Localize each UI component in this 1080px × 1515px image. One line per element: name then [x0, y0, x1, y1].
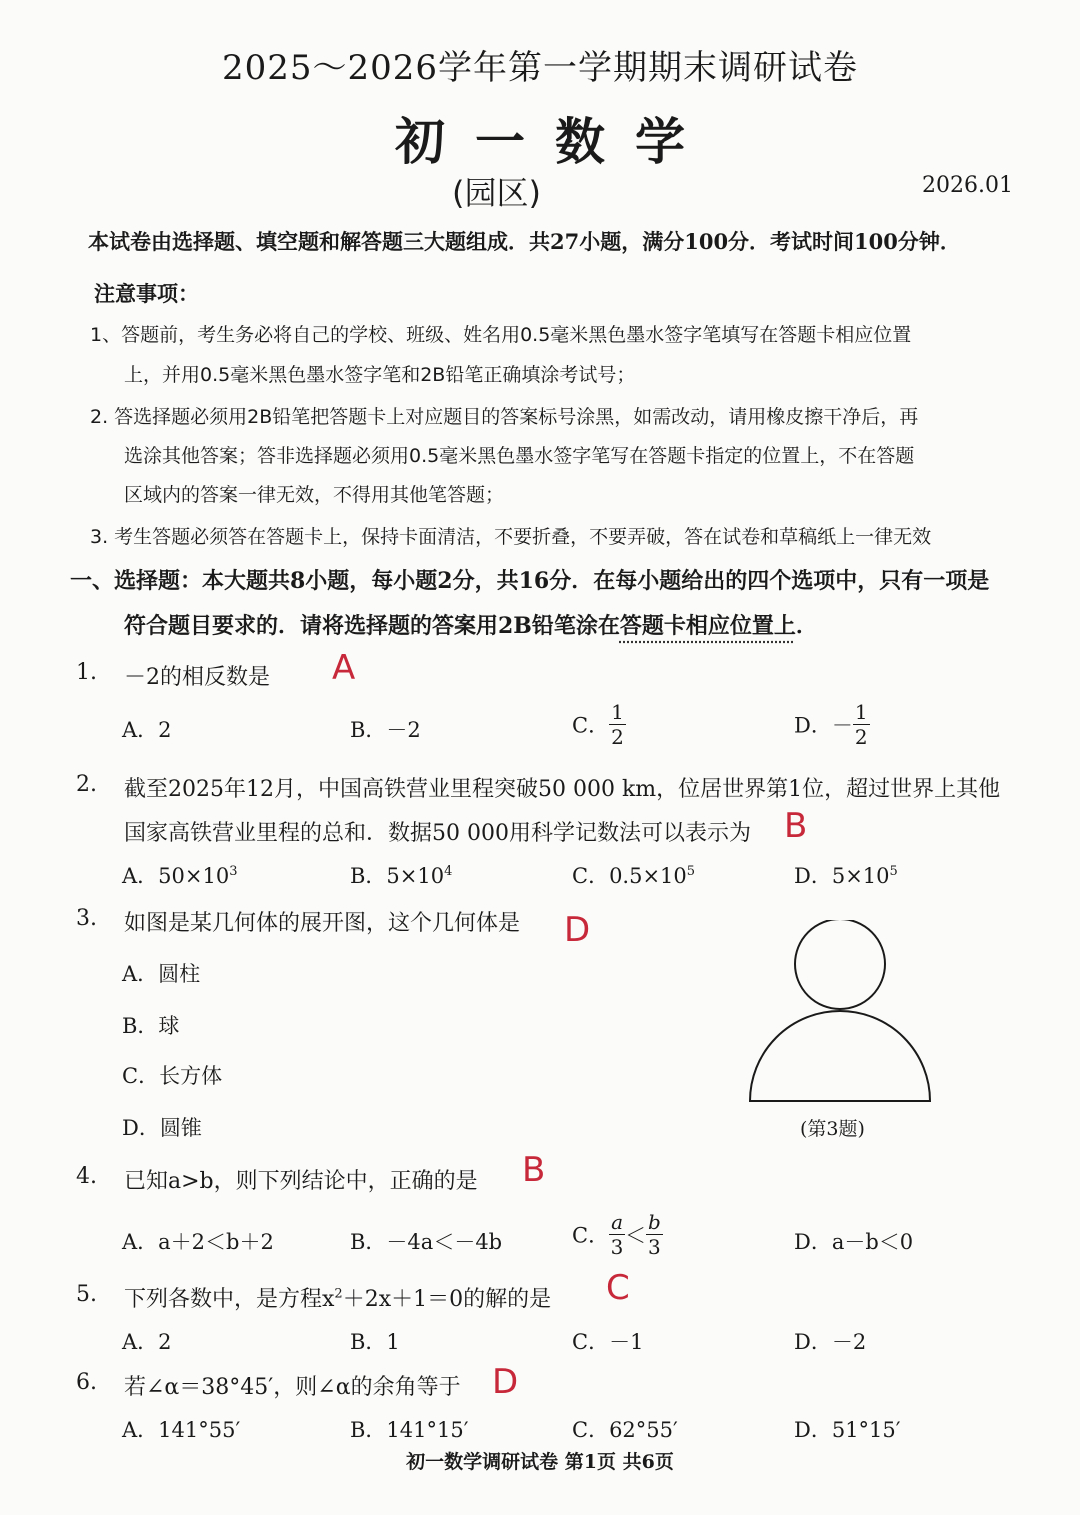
q2-number: 2.	[76, 772, 97, 797]
q1-handwritten-answer: A	[332, 648, 356, 688]
q2-text-line-1: 截至2025年12月，中国高铁营业里程突破50 000 km，位居世界第1位，超过世界上其他	[124, 777, 1001, 802]
q4-option-c-fraction-1	[609, 1212, 625, 1257]
q5-option-b: B．1	[350, 1330, 400, 1354]
q4-option-c	[572, 1212, 663, 1257]
q2-option-d-base: D．5×10	[794, 864, 890, 888]
q6-text: 若∠α＝38°45′，则∠α的余角等于	[124, 1375, 461, 1400]
q2-option-d	[794, 860, 898, 890]
q1-option-b: B．－2	[350, 718, 421, 742]
q3-text: 如图是某几何体的展开图，这个几何体是	[124, 911, 521, 936]
q4-number: 4.	[76, 1164, 97, 1189]
q5-text-exponent: 2	[334, 1286, 343, 1302]
q2-option-a	[122, 860, 238, 890]
q6-option-a: A．141°55′	[122, 1418, 241, 1442]
q4-option-c-fraction-2	[646, 1212, 663, 1257]
q1-option-d-fraction	[853, 702, 870, 747]
q2-option-b-exponent: 4	[444, 864, 453, 879]
net-sector-lateral-surface	[750, 1011, 930, 1101]
q2-option-b-base: B．5×10	[350, 864, 445, 888]
section-1-text: 符合题目要求的．请将选择题的答案用2B铅笔涂在	[124, 613, 620, 639]
page-footer: 初一数学调研试卷 第1页 共6页	[406, 1451, 674, 1473]
q3-option-b: B．球	[122, 1014, 180, 1038]
q5-text-start: 下列各数中，是方程x	[124, 1287, 335, 1312]
q2-option-c-exponent: 5	[686, 864, 696, 879]
q3-number: 3.	[76, 906, 97, 931]
q5-number: 5.	[76, 1282, 97, 1307]
q1-number: 1.	[76, 660, 97, 685]
subject-title: 初一数学	[395, 112, 715, 171]
q2-option-a-base: A．50×10	[122, 864, 230, 888]
fraction-denominator: 2	[611, 725, 624, 749]
q1-option-c-fraction	[609, 702, 626, 747]
q4-option-a: A．a＋2＜b＋2	[122, 1230, 274, 1254]
q3-figure-caption: (第3题)	[800, 1118, 865, 1140]
q2-option-c-base: C．0.5×10	[572, 864, 687, 888]
q3-option-c: C．长方体	[122, 1064, 223, 1088]
exam-intro: 本试卷由选择题、填空题和解答题三大题组成．共27小题，满分100分．考试时间100分钟．	[88, 229, 961, 254]
exam-title: 2025～2026学年第一学期期末调研试卷	[221, 48, 859, 88]
notice-item-2-line-3: 区域内的答案一律无效，不得用其他笔答题；	[124, 484, 505, 506]
q1-option-c-label: C．	[572, 713, 610, 738]
q3-option-d: D．圆锥	[122, 1116, 202, 1140]
q2-text-line-2: 国家高铁营业里程的总和．数据50 000用科学记数法可以表示为	[124, 821, 751, 846]
q5-option-c: C．－1	[572, 1330, 644, 1354]
section-1-heading: 一、选择题：本大题共8小题，每小题2分，共16分．在每小题给出的四个选项中，只有一项是	[70, 568, 990, 594]
fraction-numerator: a	[611, 1210, 624, 1234]
net-circle-base	[795, 920, 885, 1009]
notice-title: 注意事项：	[94, 281, 199, 306]
q6-number: 6.	[76, 1370, 97, 1395]
q6-option-d: D．51°15′	[794, 1418, 901, 1442]
q4-handwritten-answer: B	[522, 1150, 546, 1190]
exam-date: 2026.01	[922, 173, 1013, 198]
q1-option-a: A．2	[122, 718, 172, 742]
q4-option-c-less-than: ＜	[625, 1223, 647, 1248]
q1-option-d-label: D．－	[794, 713, 853, 738]
fraction-denominator: 2	[854, 725, 868, 749]
notice-item-1-line-2: 上，并用0.5毫米黑色墨水签字笔和2B铅笔正确填涂考试号；	[124, 364, 636, 386]
q1-option-d	[794, 702, 870, 747]
fraction-numerator: b	[648, 1210, 661, 1234]
notice-item-2-line-2: 选涂其他答案；答非选择题必须用0.5毫米黑色墨水签字笔写在答题卡指定的位置上，不在答题	[124, 445, 915, 467]
q5-text	[124, 1282, 551, 1313]
q5-handwritten-answer: C	[606, 1268, 630, 1308]
q4-option-b: B．－4a＜－4b	[350, 1230, 503, 1254]
fraction-numerator: 1	[611, 700, 624, 724]
q2-option-a-exponent: 3	[229, 864, 238, 879]
q2-option-d-exponent: 5	[889, 864, 898, 879]
section-1-period: ．	[795, 613, 818, 639]
campus-note-handwritten: (园区)	[452, 174, 541, 212]
section-1-heading-line-2	[124, 609, 818, 640]
notice-item-2-line-1: 2. 答选择题必须用2B铅笔把答题卡上对应题目的答案标号涂黑，如需改动，请用橡皮擦干净后，再	[90, 406, 919, 428]
notice-item-3: 3. 考生答题必须答在答题卡上，保持卡面清洁，不要折叠，不要弄破，答在试卷和草稿纸上一律无效	[90, 526, 932, 548]
q1-option-c	[572, 702, 626, 747]
q2-handwritten-answer: B	[784, 806, 808, 846]
q3-option-a: A．圆柱	[122, 962, 201, 986]
q2-option-b	[350, 860, 452, 890]
notice-item-1-line-1: 1、答题前，考生务必将自己的学校、班级、姓名用0.5毫米黑色墨水签字笔填写在答题卡相应位置	[90, 324, 912, 346]
q6-option-c: C．62°55′	[572, 1418, 678, 1442]
q3-net-figure	[740, 920, 940, 1110]
fraction-denominator: 3	[610, 1235, 624, 1259]
q5-text-end: ＋2x＋1＝0的解的是	[342, 1287, 552, 1312]
q6-option-b: B．141°15′	[350, 1418, 469, 1442]
q3-handwritten-answer: D	[564, 910, 591, 950]
fraction-denominator: 3	[648, 1235, 661, 1259]
q4-option-c-label: C．	[572, 1223, 610, 1248]
q1-text: －2的相反数是	[124, 665, 270, 690]
q6-handwritten-answer: D	[492, 1362, 519, 1402]
q5-option-a: A．2	[122, 1330, 172, 1354]
q2-option-c	[572, 860, 695, 890]
section-1-emphasis: 答题卡相应位置上	[619, 613, 796, 639]
q5-option-d: D．－2	[794, 1330, 867, 1354]
q4-option-d: D．a－b＜0	[794, 1230, 914, 1254]
q4-text: 已知a>b，则下列结论中，正确的是	[124, 1169, 478, 1194]
fraction-numerator: 1	[854, 700, 868, 724]
